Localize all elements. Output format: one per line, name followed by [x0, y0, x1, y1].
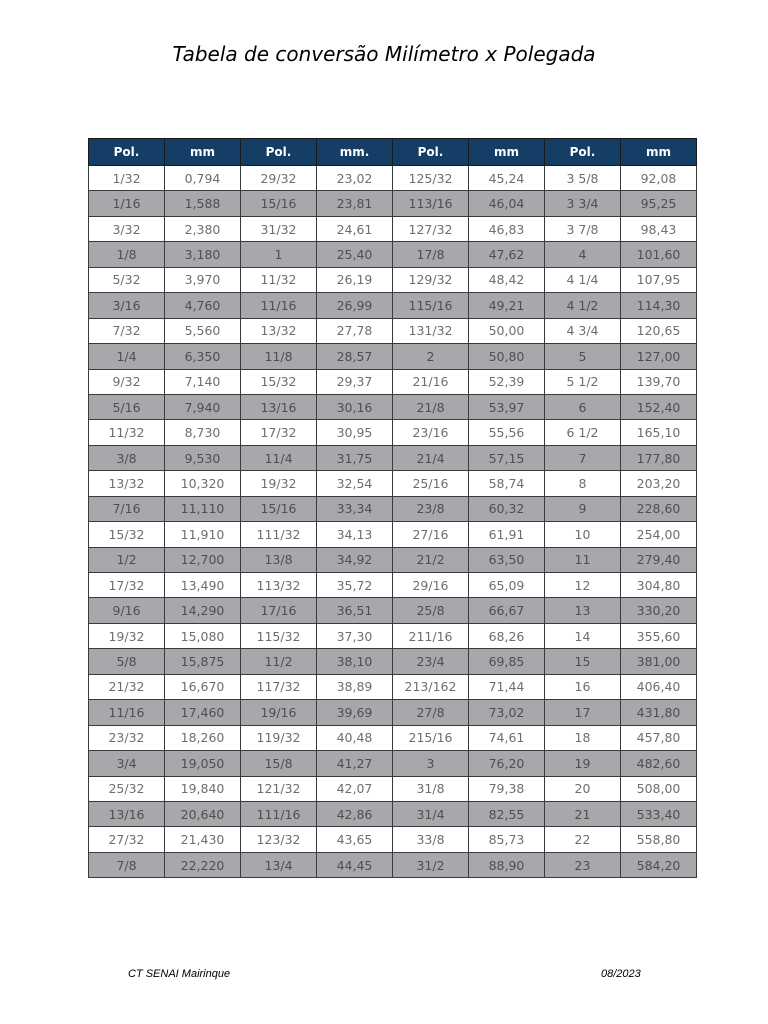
inch-cell: 15/16 — [241, 191, 317, 216]
mm-cell: 28,57 — [317, 344, 393, 369]
inch-cell: 13/32 — [89, 471, 165, 496]
table-row — [89, 522, 697, 547]
mm-cell: 15,080 — [165, 623, 241, 648]
mm-cell: 35,72 — [317, 573, 393, 598]
mm-cell: 584,20 — [621, 852, 697, 877]
mm-cell: 431,80 — [621, 700, 697, 725]
mm-cell: 0,794 — [165, 166, 241, 191]
table-row — [89, 623, 697, 648]
mm-cell: 381,00 — [621, 649, 697, 674]
inch-cell: 15/32 — [241, 369, 317, 394]
mm-cell: 15,875 — [165, 649, 241, 674]
inch-cell: 23/32 — [89, 725, 165, 750]
table-row — [89, 394, 697, 419]
mm-cell: 3,970 — [165, 267, 241, 292]
mm-cell: 165,10 — [621, 420, 697, 445]
inch-cell: 17/32 — [89, 573, 165, 598]
mm-cell: 71,44 — [469, 674, 545, 699]
inch-cell: 27/16 — [393, 522, 469, 547]
mm-cell: 8,730 — [165, 420, 241, 445]
inch-cell: 10 — [545, 522, 621, 547]
mm-cell: 92,08 — [621, 166, 697, 191]
inch-cell: 22 — [545, 827, 621, 852]
inch-cell: 11/8 — [241, 344, 317, 369]
inch-cell: 19 — [545, 751, 621, 776]
inch-cell: 11/32 — [89, 420, 165, 445]
table-row — [89, 267, 697, 292]
mm-cell: 65,09 — [469, 573, 545, 598]
table-row — [89, 166, 697, 191]
mm-cell: 68,26 — [469, 623, 545, 648]
mm-cell: 49,21 — [469, 293, 545, 318]
inch-cell: 18 — [545, 725, 621, 750]
mm-cell: 79,38 — [469, 776, 545, 801]
mm-cell: 7,140 — [165, 369, 241, 394]
header-cell: mm — [165, 139, 241, 166]
inch-cell: 5/16 — [89, 394, 165, 419]
inch-cell: 29/32 — [241, 166, 317, 191]
inch-cell: 16 — [545, 674, 621, 699]
mm-cell: 50,80 — [469, 344, 545, 369]
mm-cell: 85,73 — [469, 827, 545, 852]
mm-cell: 47,62 — [469, 242, 545, 267]
mm-cell: 29,37 — [317, 369, 393, 394]
mm-cell: 26,99 — [317, 293, 393, 318]
inch-cell: 117/32 — [241, 674, 317, 699]
inch-cell: 127/32 — [393, 216, 469, 241]
mm-cell: 46,04 — [469, 191, 545, 216]
mm-cell: 101,60 — [621, 242, 697, 267]
inch-cell: 11/4 — [241, 445, 317, 470]
inch-cell: 25/16 — [393, 471, 469, 496]
mm-cell: 24,61 — [317, 216, 393, 241]
mm-cell: 10,320 — [165, 471, 241, 496]
mm-cell: 203,20 — [621, 471, 697, 496]
mm-cell: 2,380 — [165, 216, 241, 241]
table-row — [89, 445, 697, 470]
mm-cell: 73,02 — [469, 700, 545, 725]
mm-cell: 17,460 — [165, 700, 241, 725]
mm-cell: 406,40 — [621, 674, 697, 699]
mm-cell: 11,910 — [165, 522, 241, 547]
inch-cell: 19/32 — [241, 471, 317, 496]
inch-cell: 115/16 — [393, 293, 469, 318]
mm-cell: 38,89 — [317, 674, 393, 699]
footer-date: 08/2023 — [601, 968, 641, 980]
mm-cell: 95,25 — [621, 191, 697, 216]
inch-cell: 1/16 — [89, 191, 165, 216]
inch-cell: 3/32 — [89, 216, 165, 241]
inch-cell: 5 — [545, 344, 621, 369]
inch-cell: 14 — [545, 623, 621, 648]
inch-cell: 15/32 — [89, 522, 165, 547]
mm-cell: 52,39 — [469, 369, 545, 394]
mm-cell: 5,560 — [165, 318, 241, 343]
mm-cell: 63,50 — [469, 547, 545, 572]
inch-cell: 17/16 — [241, 598, 317, 623]
mm-cell: 34,92 — [317, 547, 393, 572]
inch-cell: 1/32 — [89, 166, 165, 191]
mm-cell: 42,86 — [317, 801, 393, 826]
mm-cell: 30,95 — [317, 420, 393, 445]
table-row — [89, 776, 697, 801]
inch-cell: 9 — [545, 496, 621, 521]
inch-cell: 21/2 — [393, 547, 469, 572]
mm-cell: 61,91 — [469, 522, 545, 547]
inch-cell: 3 3/4 — [545, 191, 621, 216]
mm-cell: 355,60 — [621, 623, 697, 648]
mm-cell: 45,24 — [469, 166, 545, 191]
mm-cell: 20,640 — [165, 801, 241, 826]
mm-cell: 139,70 — [621, 369, 697, 394]
inch-cell: 13/8 — [241, 547, 317, 572]
table-row — [89, 471, 697, 496]
mm-cell: 76,20 — [469, 751, 545, 776]
mm-cell: 1,588 — [165, 191, 241, 216]
mm-cell: 107,95 — [621, 267, 697, 292]
inch-cell: 131/32 — [393, 318, 469, 343]
mm-cell: 32,54 — [317, 471, 393, 496]
inch-cell: 111/16 — [241, 801, 317, 826]
inch-cell: 19/16 — [241, 700, 317, 725]
mm-cell: 19,050 — [165, 751, 241, 776]
mm-cell: 508,00 — [621, 776, 697, 801]
inch-cell: 7/16 — [89, 496, 165, 521]
inch-cell: 115/32 — [241, 623, 317, 648]
mm-cell: 533,40 — [621, 801, 697, 826]
mm-cell: 88,90 — [469, 852, 545, 877]
inch-cell: 31/32 — [241, 216, 317, 241]
inch-cell: 3 5/8 — [545, 166, 621, 191]
mm-cell: 34,13 — [317, 522, 393, 547]
page-title: Tabela de conversão Milímetro x Polegada — [172, 42, 596, 66]
inch-cell: 21/16 — [393, 369, 469, 394]
mm-cell: 19,840 — [165, 776, 241, 801]
mm-cell: 30,16 — [317, 394, 393, 419]
mm-cell: 279,40 — [621, 547, 697, 572]
inch-cell: 13/16 — [241, 394, 317, 419]
table-row — [89, 420, 697, 445]
header-cell: mm. — [317, 139, 393, 166]
inch-cell: 6 1/2 — [545, 420, 621, 445]
mm-cell: 55,56 — [469, 420, 545, 445]
table-row — [89, 216, 697, 241]
table-row — [89, 674, 697, 699]
inch-cell: 31/4 — [393, 801, 469, 826]
inch-cell: 213/162 — [393, 674, 469, 699]
table-row — [89, 700, 697, 725]
mm-cell: 9,530 — [165, 445, 241, 470]
inch-cell: 4 — [545, 242, 621, 267]
inch-cell: 5/8 — [89, 649, 165, 674]
table-row — [89, 827, 697, 852]
inch-cell: 1/2 — [89, 547, 165, 572]
inch-cell: 11/16 — [89, 700, 165, 725]
inch-cell: 19/32 — [89, 623, 165, 648]
inch-cell: 4 1/2 — [545, 293, 621, 318]
mm-cell: 33,34 — [317, 496, 393, 521]
inch-cell: 111/32 — [241, 522, 317, 547]
inch-cell: 4 3/4 — [545, 318, 621, 343]
mm-cell: 48,42 — [469, 267, 545, 292]
mm-cell: 26,19 — [317, 267, 393, 292]
mm-cell: 50,00 — [469, 318, 545, 343]
inch-cell: 113/32 — [241, 573, 317, 598]
inch-cell: 8 — [545, 471, 621, 496]
mm-cell: 16,670 — [165, 674, 241, 699]
table-row — [89, 318, 697, 343]
header-cell: Pol. — [545, 139, 621, 166]
table-row — [89, 852, 697, 877]
inch-cell: 1/4 — [89, 344, 165, 369]
table-row — [89, 344, 697, 369]
mm-cell: 74,61 — [469, 725, 545, 750]
mm-cell: 46,83 — [469, 216, 545, 241]
mm-cell: 82,55 — [469, 801, 545, 826]
inch-cell: 129/32 — [393, 267, 469, 292]
table-header-row — [89, 139, 697, 166]
inch-cell: 13/32 — [241, 318, 317, 343]
table-row — [89, 801, 697, 826]
mm-cell: 25,40 — [317, 242, 393, 267]
header-cell: Pol. — [89, 139, 165, 166]
inch-cell: 3 — [393, 751, 469, 776]
mm-cell: 7,940 — [165, 394, 241, 419]
mm-cell: 53,97 — [469, 394, 545, 419]
inch-cell: 7/8 — [89, 852, 165, 877]
inch-cell: 21/32 — [89, 674, 165, 699]
mm-cell: 27,78 — [317, 318, 393, 343]
mm-cell: 60,32 — [469, 496, 545, 521]
mm-cell: 39,69 — [317, 700, 393, 725]
mm-cell: 3,180 — [165, 242, 241, 267]
table-body — [89, 166, 697, 878]
mm-cell: 57,15 — [469, 445, 545, 470]
inch-cell: 211/16 — [393, 623, 469, 648]
table-row — [89, 191, 697, 216]
inch-cell: 11/32 — [241, 267, 317, 292]
mm-cell: 457,80 — [621, 725, 697, 750]
mm-cell: 23,02 — [317, 166, 393, 191]
inch-cell: 2 — [393, 344, 469, 369]
inch-cell: 9/32 — [89, 369, 165, 394]
inch-cell: 215/16 — [393, 725, 469, 750]
table-row — [89, 547, 697, 572]
mm-cell: 37,30 — [317, 623, 393, 648]
header-cell: mm — [621, 139, 697, 166]
inch-cell: 11 — [545, 547, 621, 572]
inch-cell: 5 1/2 — [545, 369, 621, 394]
mm-cell: 114,30 — [621, 293, 697, 318]
header-cell: mm — [469, 139, 545, 166]
mm-cell: 254,00 — [621, 522, 697, 547]
inch-cell: 23/8 — [393, 496, 469, 521]
mm-cell: 304,80 — [621, 573, 697, 598]
inch-cell: 113/16 — [393, 191, 469, 216]
mm-cell: 40,48 — [317, 725, 393, 750]
inch-cell: 11/16 — [241, 293, 317, 318]
table-row — [89, 751, 697, 776]
inch-cell: 31/2 — [393, 852, 469, 877]
mm-cell: 22,220 — [165, 852, 241, 877]
inch-cell: 121/32 — [241, 776, 317, 801]
mm-cell: 36,51 — [317, 598, 393, 623]
mm-cell: 177,80 — [621, 445, 697, 470]
inch-cell: 13 — [545, 598, 621, 623]
inch-cell: 6 — [545, 394, 621, 419]
inch-cell: 12 — [545, 573, 621, 598]
inch-cell: 23 — [545, 852, 621, 877]
mm-cell: 43,65 — [317, 827, 393, 852]
inch-cell: 29/16 — [393, 573, 469, 598]
header-cell: Pol. — [241, 139, 317, 166]
inch-cell: 11/2 — [241, 649, 317, 674]
inch-cell: 13/4 — [241, 852, 317, 877]
inch-cell: 7/32 — [89, 318, 165, 343]
mm-cell: 6,350 — [165, 344, 241, 369]
inch-cell: 3/16 — [89, 293, 165, 318]
footer-organization: CT SENAI Mairinque — [128, 968, 231, 980]
mm-cell: 31,75 — [317, 445, 393, 470]
inch-cell: 5/32 — [89, 267, 165, 292]
inch-cell: 3/4 — [89, 751, 165, 776]
mm-cell: 127,00 — [621, 344, 697, 369]
mm-cell: 18,260 — [165, 725, 241, 750]
inch-cell: 13/16 — [89, 801, 165, 826]
mm-cell: 42,07 — [317, 776, 393, 801]
inch-cell: 1 — [241, 242, 317, 267]
mm-cell: 41,27 — [317, 751, 393, 776]
mm-cell: 13,490 — [165, 573, 241, 598]
inch-cell: 3/8 — [89, 445, 165, 470]
inch-cell: 17 — [545, 700, 621, 725]
mm-cell: 58,74 — [469, 471, 545, 496]
inch-cell: 23/16 — [393, 420, 469, 445]
table-row — [89, 725, 697, 750]
table-row — [89, 293, 697, 318]
mm-cell: 12,700 — [165, 547, 241, 572]
mm-cell: 69,85 — [469, 649, 545, 674]
mm-cell: 66,67 — [469, 598, 545, 623]
mm-cell: 14,290 — [165, 598, 241, 623]
mm-cell: 228,60 — [621, 496, 697, 521]
inch-cell: 21/8 — [393, 394, 469, 419]
inch-cell: 4 1/4 — [545, 267, 621, 292]
mm-cell: 120,65 — [621, 318, 697, 343]
inch-cell: 31/8 — [393, 776, 469, 801]
inch-cell: 7 — [545, 445, 621, 470]
mm-cell: 152,40 — [621, 394, 697, 419]
mm-cell: 44,45 — [317, 852, 393, 877]
inch-cell: 1/8 — [89, 242, 165, 267]
inch-cell: 15/16 — [241, 496, 317, 521]
inch-cell: 27/32 — [89, 827, 165, 852]
inch-cell: 119/32 — [241, 725, 317, 750]
mm-cell: 11,110 — [165, 496, 241, 521]
table-row — [89, 598, 697, 623]
inch-cell: 3 7/8 — [545, 216, 621, 241]
inch-cell: 21 — [545, 801, 621, 826]
inch-cell: 125/32 — [393, 166, 469, 191]
inch-cell: 27/8 — [393, 700, 469, 725]
inch-cell: 33/8 — [393, 827, 469, 852]
inch-cell: 25/8 — [393, 598, 469, 623]
table-row — [89, 496, 697, 521]
inch-cell: 15 — [545, 649, 621, 674]
mm-cell: 330,20 — [621, 598, 697, 623]
mm-cell: 4,760 — [165, 293, 241, 318]
inch-cell: 15/8 — [241, 751, 317, 776]
mm-cell: 21,430 — [165, 827, 241, 852]
mm-cell: 482,60 — [621, 751, 697, 776]
inch-cell: 17/32 — [241, 420, 317, 445]
table-row — [89, 649, 697, 674]
inch-cell: 25/32 — [89, 776, 165, 801]
mm-cell: 38,10 — [317, 649, 393, 674]
inch-cell: 21/4 — [393, 445, 469, 470]
inch-cell: 17/8 — [393, 242, 469, 267]
mm-cell: 23,81 — [317, 191, 393, 216]
table-row — [89, 369, 697, 394]
inch-cell: 23/4 — [393, 649, 469, 674]
conversion-table — [88, 138, 697, 878]
table-row — [89, 242, 697, 267]
inch-cell: 20 — [545, 776, 621, 801]
mm-cell: 98,43 — [621, 216, 697, 241]
inch-cell: 123/32 — [241, 827, 317, 852]
table-row — [89, 573, 697, 598]
header-cell: Pol. — [393, 139, 469, 166]
inch-cell: 9/16 — [89, 598, 165, 623]
mm-cell: 558,80 — [621, 827, 697, 852]
table-header — [89, 139, 697, 166]
